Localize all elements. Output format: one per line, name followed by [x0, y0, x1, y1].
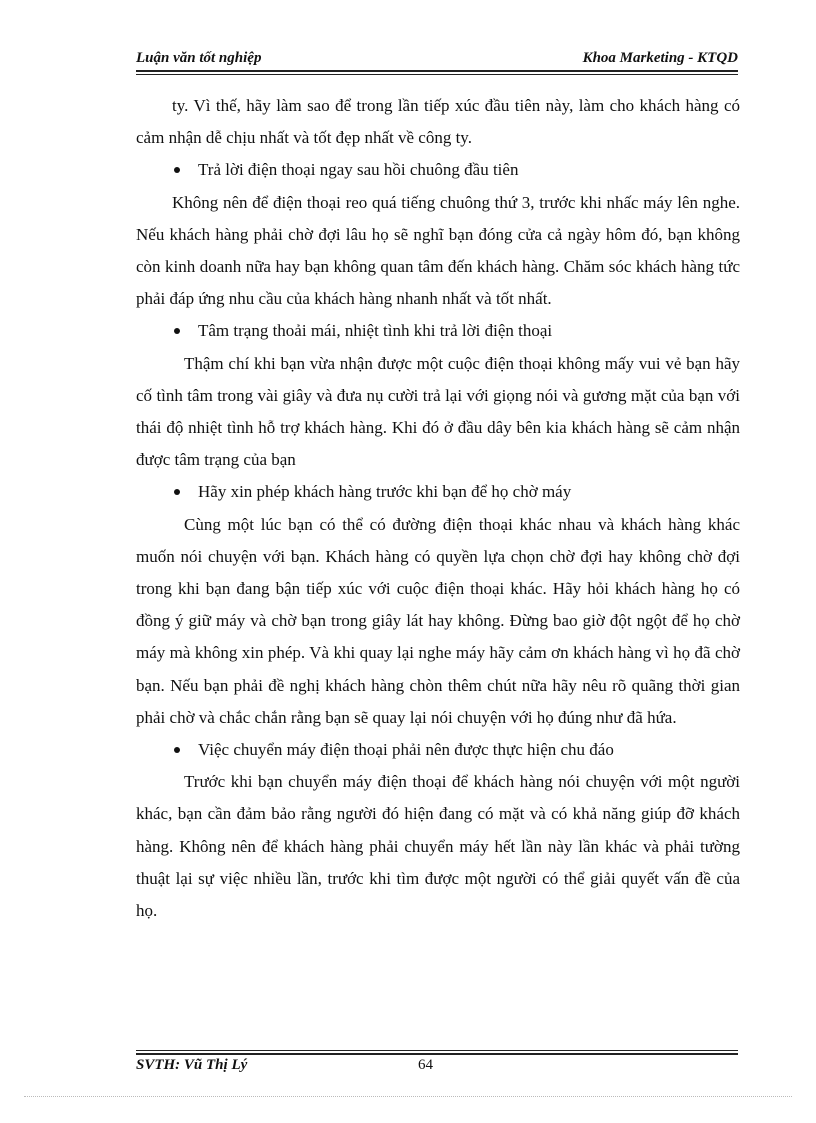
bullet-item — [136, 734, 740, 766]
bullet-item — [136, 315, 740, 347]
bullet-item — [136, 476, 740, 508]
bullet-text: Trả lời điện thoại ngay sau hồi chuông đầu tiên — [198, 160, 519, 180]
bullet-text: Tâm trạng thoải mái, nhiệt tình khi trả lời điện thoại — [198, 321, 553, 341]
paragraph: Thậm chí khi bạn vừa nhận được một cuộc điện thoại không mấy vui vẻ bạn hãy cố tình tâm trong vài giây và đưa nụ cười trả lại với giọng nói và gương mặt của bạn với thái độ nhiệt tình hỗ trợ khách hàng. Khi đó ở đầu dây bên kia khách hàng sẽ cảm nhận được tâm trạng của bạn — [136, 353, 740, 470]
paragraph: ty. Vì thế, hãy làm sao để trong lần tiếp xúc đầu tiên này, làm cho khách hàng có cảm nhận dễ chịu nhất và tốt đẹp nhất về công ty. — [136, 96, 740, 148]
header-faculty: Khoa Marketing - KTQD — [582, 50, 738, 66]
bullet-text: Việc chuyển máy điện thoại phải nên được thực hiện chu đáo — [198, 740, 614, 760]
header-rule-top — [136, 70, 738, 72]
page-body — [136, 90, 740, 927]
bullet-text: Hãy xin phép khách hàng trước khi bạn để họ chờ máy — [198, 482, 572, 502]
header-thesis-title: Luận văn tốt nghiệp — [136, 50, 262, 66]
paragraph: Trước khi bạn chuyển máy điện thoại để khách hàng nói chuyện với một người khác, bạn cần đảm bảo rằng người đó hiện đang có mặt và có khả năng giúp đỡ khách hàng. Không nên để khách hàng phải chuyển máy hết lần này lần khác và phải tường thuật lại sự việc nhiều lần, trước khi tìm được một người có thể giải quyết vấn đề của họ. — [136, 772, 740, 921]
footer-author: SVTH: Vũ Thị Lý — [136, 1057, 248, 1073]
page-footer — [136, 1057, 738, 1079]
header-rule-bottom — [136, 74, 738, 75]
paragraph: Không nên để điện thoại reo quá tiếng chuông thứ 3, trước khi nhấc máy lên nghe. Nếu khách hàng phải chờ đợi lâu họ sẽ nghĩ bạn đóng cửa cả ngày hôm đó, bạn không còn kinh doanh nữa hay bạn không quan tâm đến khách hàng. Chăm sóc khách hàng tức phải đáp ứng nhu cầu của khách hàng nhanh nhất và tốt nhất. — [136, 192, 740, 309]
footer-rule-top — [136, 1050, 738, 1051]
footer-rule-bottom — [136, 1053, 738, 1055]
page-boundary-line — [24, 1096, 792, 1097]
paragraph: Cùng một lúc bạn có thể có đường điện thoại khác nhau và khách hàng khác muốn nói chuyện với bạn. Khách hàng có quyền lựa chọn chờ đợi hay không chờ đợi trong khi bạn đang bận tiếp xúc với cuộc điện thoại khác. Hãy hỏi khách hàng họ có đồng ý giữ máy và chờ bạn trong giây lát hay không. Đừng bao giờ đột ngột để họ chờ máy mà không xin phép. Và khi quay lại nghe máy hãy cảm ơn khách hàng vì họ đã chờ bạn. Nếu bạn phải đề nghị khách hàng chòn thêm chút nữa hãy nêu rõ quãng thời gian phải chờ và chắc chắn rằng bạn sẽ quay lại nói chuyện với họ đúng như đã hứa. — [136, 514, 740, 727]
page-header — [136, 50, 738, 70]
bullet-item — [136, 154, 740, 186]
page-number: 64 — [418, 1057, 433, 1073]
